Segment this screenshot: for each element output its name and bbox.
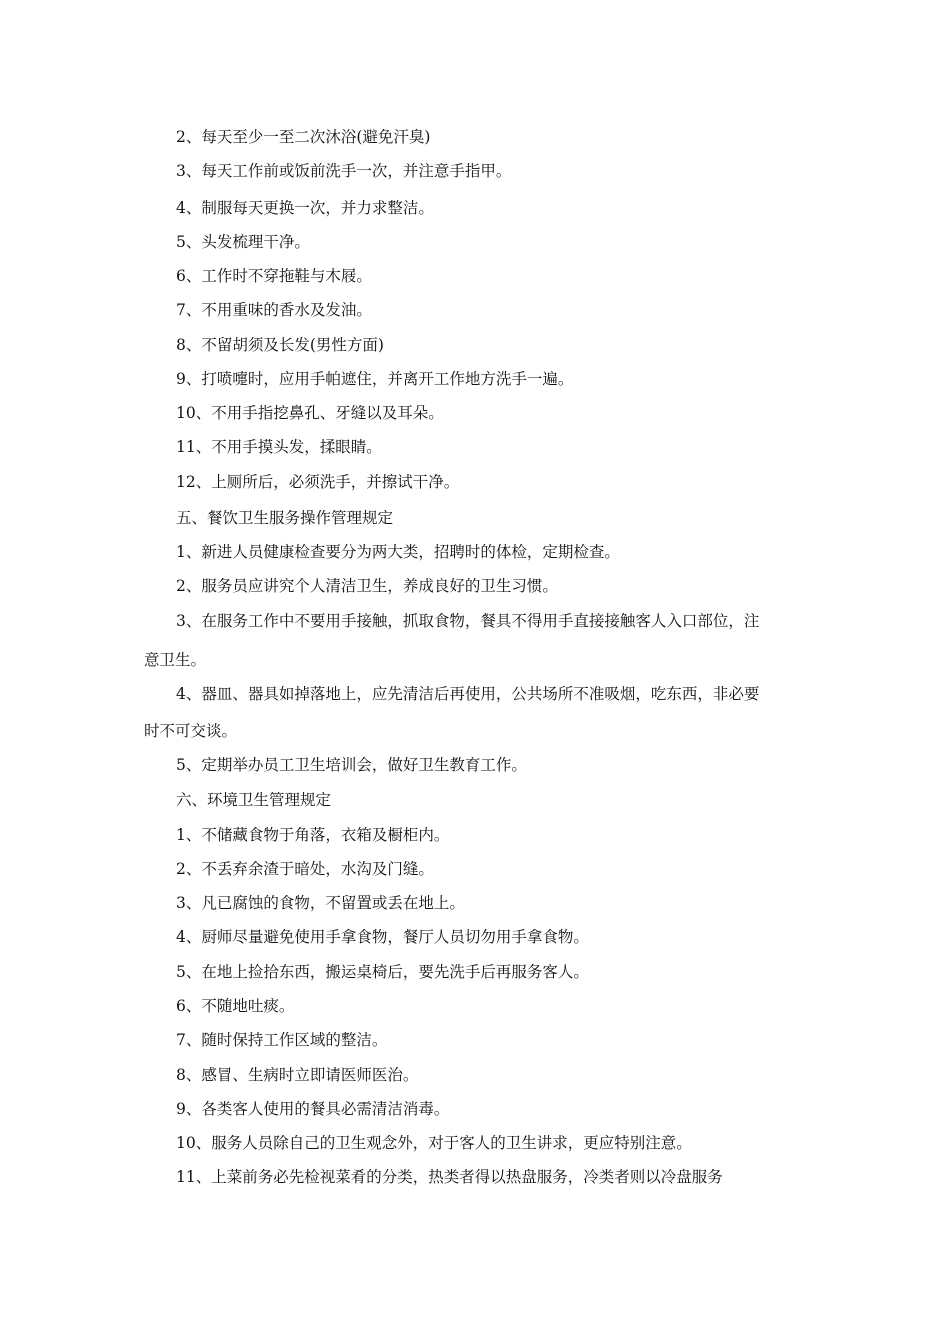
rule-line: 3、在服务工作中不要用手接触，抓取食物，餐具不得用手直接接触客人入口部位，注 [176, 612, 760, 630]
rule-line: 5、定期举办员工卫生培训会，做好卫生教育工作。 [176, 756, 527, 774]
rule-line: 1、不储藏食物于角落，衣箱及橱柜内。 [176, 826, 450, 844]
section-heading: 五、餐饮卫生服务操作管理规定 [176, 509, 394, 527]
rule-line: 5、头发梳理干净。 [176, 233, 310, 251]
rule-line: 4、器皿、器具如掉落地上，应先清洁后再使用，公共场所不准吸烟，吃东西，非必要 [176, 685, 760, 703]
rule-line: 2、每天至少一至二次沐浴(避免汗臭) [176, 128, 431, 146]
rule-line: 6、不随地吐痰。 [176, 997, 295, 1015]
rule-line: 8、不留胡须及长发(男性方面) [176, 336, 384, 354]
rule-line: 4、制服每天更换一次，并力求整洁。 [176, 199, 434, 217]
rule-line: 2、不丢弃余渣于暗处，水沟及门缝。 [176, 860, 434, 878]
rule-line: 8、感冒、生病时立即请医师医治。 [176, 1066, 419, 1084]
rule-line: 10、不用手指挖鼻孔、牙缝以及耳朵。 [176, 404, 444, 422]
rule-line: 6、工作时不穿拖鞋与木屐。 [176, 267, 372, 285]
rule-line: 11、上菜前务必先检视菜肴的分类，热类者得以热盘服务，冷类者则以冷盘服务 [176, 1168, 723, 1186]
rule-line: 5、在地上捡拾东西，搬运桌椅后，要先洗手后再服务客人。 [176, 963, 589, 981]
rule-line: 3、凡已腐蚀的食物，不留置或丢在地上。 [176, 894, 465, 912]
rule-line: 1、新进人员健康检查要分为两大类，招聘时的体检，定期检查。 [176, 543, 620, 561]
rule-line: 11、不用手摸头发，揉眼睛。 [176, 438, 382, 456]
rule-line: 3、每天工作前或饭前洗手一次，并注意手指甲。 [176, 162, 512, 180]
rule-line: 7、随时保持工作区域的整洁。 [176, 1031, 388, 1049]
rule-line: 12、上厕所后，必须洗手，并擦试干净。 [176, 473, 460, 491]
rule-line: 4、厨师尽量避免使用手拿食物，餐厅人员切勿用手拿食物。 [176, 928, 589, 946]
rule-line: 2、服务员应讲究个人清洁卫生，养成良好的卫生习惯。 [176, 577, 558, 595]
rule-line-continuation: 意卫生。 [144, 651, 207, 669]
rule-line: 10、服务人员除自己的卫生观念外，对于客人的卫生讲求，更应特别注意。 [176, 1134, 692, 1152]
rule-line: 9、打喷嚏时，应用手帕遮住，并离开工作地方洗手一遍。 [176, 370, 574, 388]
rule-line: 9、各类客人使用的餐具必需清洁消毒。 [176, 1100, 450, 1118]
rule-line: 7、不用重味的香水及发油。 [176, 301, 372, 319]
section-heading: 六、环境卫生管理规定 [176, 791, 332, 809]
rule-line-continuation: 时不可交谈。 [144, 722, 238, 740]
